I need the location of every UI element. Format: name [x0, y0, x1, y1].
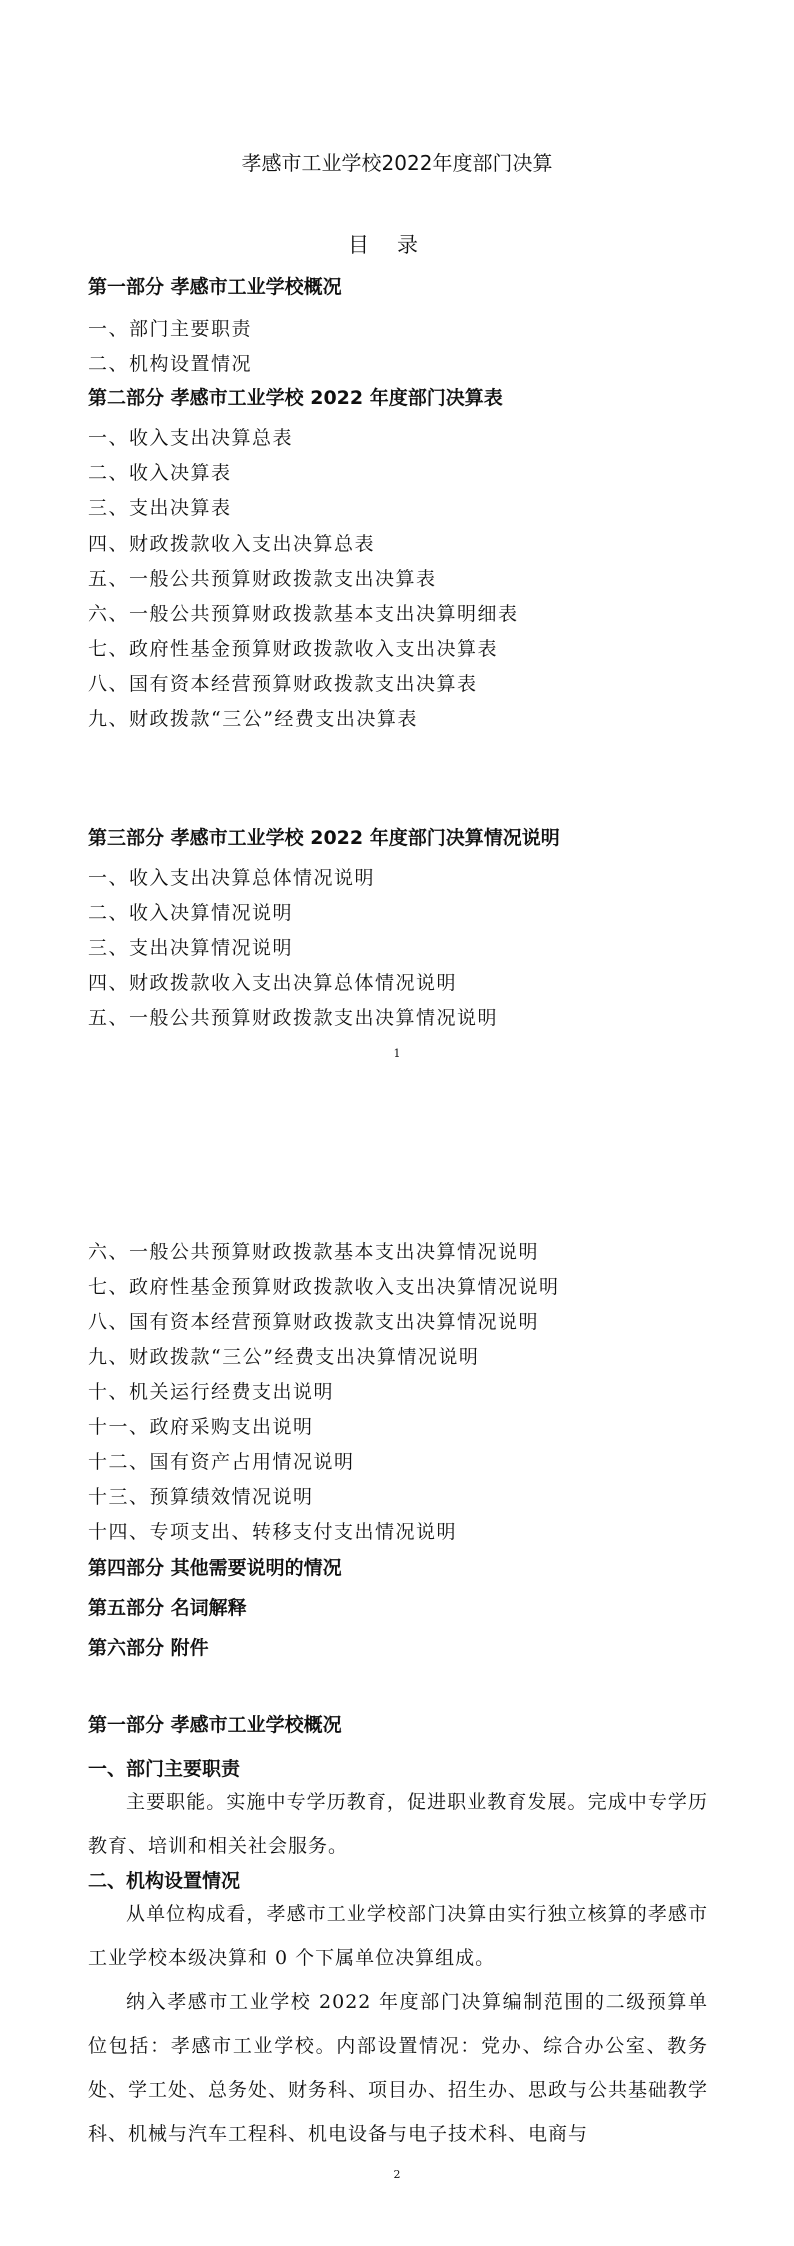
toc-item: 十四、专项支出、转移支付支出情况说明: [88, 1521, 458, 1543]
subsection-heading: 一、部门主要职责: [88, 1758, 241, 1780]
toc-part-5: 第五部分 名词解释: [88, 1597, 247, 1619]
toc-part-3: 第三部分 孝感市工业学校 2022 年度部门决算情况说明: [88, 827, 560, 849]
toc-part-4: 第四部分 其他需要说明的情况: [88, 1557, 342, 1579]
body-paragraph: 从单位构成看，孝感市工业学校部门决算由实行独立核算的孝感市工业学校本级决算和 0 个下属单位决算组成。: [88, 1903, 708, 1969]
toc-item: 三、支出决算表: [88, 497, 232, 519]
toc-item: 九、财政拨款“三公”经费支出决算表: [88, 708, 418, 730]
toc-item: 六、一般公共预算财政拨款基本支出决算情况说明: [88, 1241, 540, 1263]
toc-item: 十、机关运行经费支出说明: [88, 1381, 335, 1403]
body-paragraph: 纳入孝感市工业学校 2022 年度部门决算编制范围的二级预算单位包括：孝感市工业学校。内部设置情况：党办、综合办公室、教务处、学工处、总务处、财务科、项目办、招生办、思政与公共基础教学科、机械与汽车工程科、机电设备与电子技术科、电商与: [88, 1991, 709, 2145]
toc-item: 三、支出决算情况说明: [88, 937, 294, 959]
toc-item: 九、财政拨款“三公”经费支出决算情况说明: [88, 1346, 480, 1368]
toc-item: 一、收入支出决算总体情况说明: [88, 867, 376, 889]
toc-item: 四、财政拨款收入支出决算总体情况说明: [88, 972, 458, 994]
page-number: 2: [393, 2168, 401, 2181]
body-paragraph: 主要职能。实施中专学历教育，促进职业教育发展。完成中专学历教育、培训和相关社会服务。: [88, 1791, 708, 1857]
toc-part-1: 第一部分 孝感市工业学校概况: [88, 276, 342, 298]
toc-item: 十二、国有资产占用情况说明: [88, 1451, 355, 1473]
toc-item: 二、收入决算表: [88, 462, 232, 484]
subsection-heading: 二、机构设置情况: [88, 1870, 241, 1892]
document-title: 孝感市工业学校2022年度部门决算: [241, 151, 553, 175]
toc-item: 五、一般公共预算财政拨款支出决算情况说明: [88, 1007, 499, 1029]
toc-item: 七、政府性基金预算财政拨款收入支出决算表: [88, 638, 499, 660]
toc-item: 一、部门主要职责: [88, 318, 253, 340]
toc-item: 十三、预算绩效情况说明: [88, 1486, 314, 1508]
toc-item: 四、财政拨款收入支出决算总表: [88, 533, 376, 555]
toc-item: 五、一般公共预算财政拨款支出决算表: [88, 568, 437, 590]
toc-item: 十一、政府采购支出说明: [88, 1416, 314, 1438]
toc-item: 六、一般公共预算财政拨款基本支出决算明细表: [88, 603, 519, 625]
toc-heading: 目录: [348, 233, 446, 257]
toc-part-2: 第二部分 孝感市工业学校 2022 年度部门决算表: [88, 387, 503, 409]
toc-item: 七、政府性基金预算财政拨款收入支出决算情况说明: [88, 1276, 560, 1298]
toc-part-6: 第六部分 附件: [88, 1637, 209, 1659]
toc-item: 二、机构设置情况: [88, 353, 253, 375]
toc-item: 八、国有资本经营预算财政拨款支出决算情况说明: [88, 1311, 540, 1333]
section-title: 第一部分 孝感市工业学校概况: [88, 1714, 342, 1736]
toc-item: 一、收入支出决算总表: [88, 427, 294, 449]
toc-item: 二、收入决算情况说明: [88, 902, 294, 924]
page-number: 1: [393, 1047, 401, 1060]
toc-item: 八、国有资本经营预算财政拨款支出决算表: [88, 673, 478, 695]
